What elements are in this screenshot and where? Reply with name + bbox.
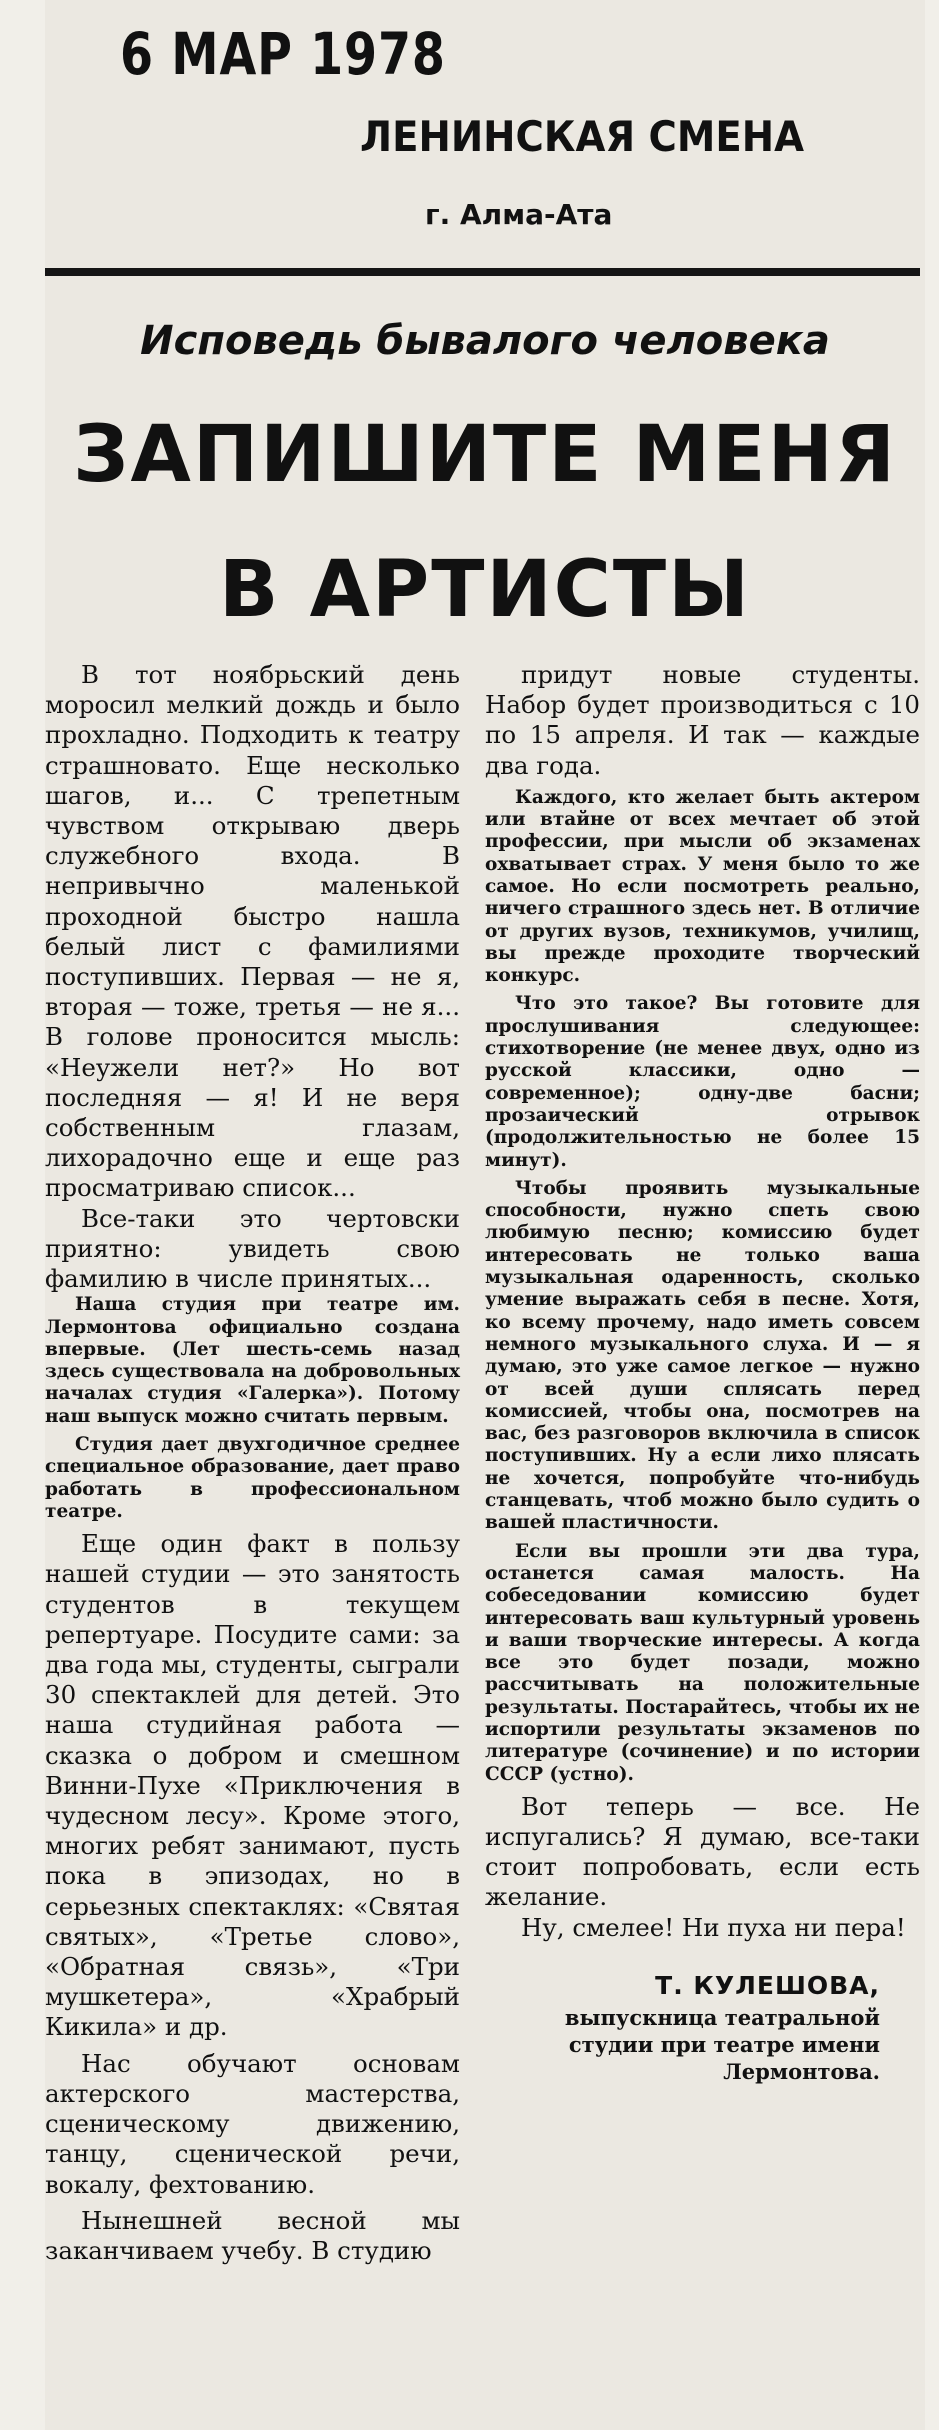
small-paragraph: Каждого, кто желает быть актером или втайне от всех мечтает об этой профессии, при мысли об экзаменах охватывает страх. У меня было то же самое. Но если посмотреть реально, ничего страшного здесь нет. В отличие от других вузов, техникумов, училищ, вы прежде проходите творческий конкурс. (485, 786, 920, 987)
paragraph: Вот теперь — все. Не испугались? Я думаю, все-таки стоит попробовать, если есть желание. (485, 1791, 920, 1912)
headline-line-1: ЗАПИШИТЕ МЕНЯ (73, 410, 897, 500)
small-paragraph: Наша студия при театре им. Лермонтова официально создана впервые. (Лет шесть-семь назад здесь существовала на добровольных началах студия «Галерка»). Потому наш выпуск можно считать первым. (45, 1294, 460, 1427)
right-column (485, 660, 920, 2085)
paragraph: Нас обучают основам актерского мастерства, сценическому движению, танцу, сценической речи, вокалу, фехтованию. (45, 2048, 460, 2199)
paragraph: Еще один факт в пользу нашей студии — это занятость студентов в текущем репертуаре. Посудите сами: за два года мы, студенты, сыграли 30 спектаклей для детей. Это наша студийная работа — сказка о добром и смешном Винни-Пухе «Приключения в чудесном лесу». Кроме этого, многих ребят занимают, пусть пока в эпизодах, но в серьезных спектаклях: «Святая святых», «Третье слово», «Обратная связь», «Три мушкетера», «Храбрый Кикила» и др. (45, 1529, 460, 2042)
header-rule (45, 268, 920, 276)
small-paragraph: Что это такое? Вы готовите для прослушивания следующее: стихотворение (не менее двух, одно из русской классики, одно — современное); одну-две басни; прозаический отрывок (продолжительностью не более 15 минут). (485, 993, 920, 1171)
left-column (45, 660, 460, 2266)
paragraph: Ну, смелее! Ни пуха ни пера! (521, 1912, 906, 1942)
author-credit-line: Лермонтова. (723, 2058, 880, 2084)
author-credit-line: выпускница театральной (564, 2004, 880, 2030)
small-paragraph: Чтобы проявить музыкальные способности, нужно спеть свою любимую песню; комиссию будет интересовать не только ваша музыкальная одаренность, сколько умение выражать себя в песне. Хотя, ко всему прочему, надо иметь совсем немного музыкального слуха. И — я думаю, это уже самое легкое — нужно от всей души сплясать перед комиссией, чтобы она, посмотрев на вас, без разговоров включила в список поступивших. Ну а если лихо плясать не хочется, попробуйте что-нибудь станцевать, чтоб можно было судить о вашей пластичности. (485, 1177, 920, 1534)
headline-line-2: В АРТИСТЫ (219, 545, 751, 635)
author-name: Т. КУЛЕШОВА, (655, 1970, 880, 2000)
small-paragraph: Студия дает двухгодичное среднее специальное образование, дает право работать в профессиональном театре. (45, 1434, 460, 1522)
paragraph: В тот ноябрьский день моросил мелкий дождь и было прохладно. Подходить к театру страшновато. Еще несколько шагов, и... С трепетным чувством открываю дверь служебного входа. В непривычно маленькой проходной быстро нашла белый лист с фамилиями поступивших. Первая — не я, вторая — тоже, третья — не я... В голове проносится мысль: «Неужели нет?» Но вот последняя — я! И не веря собственным глазам, лихорадочно еще и еще раз просматриваю список... (45, 660, 460, 1203)
small-paragraph: Если вы прошли эти два тура, останется самая малость. На собеседовании комиссию будет интересовать ваш культурный уровень и ваши творческие интересы. А когда все это будет позади, можно рассчитывать на положительные результаты. Постарайтесь, чтобы их не испортили результаты экзаменов по литературе (сочинение) и по истории СССР (устно). (485, 1540, 920, 1785)
author-credit-line: студии при театре имени (568, 2031, 880, 2057)
newspaper-clipping (45, 0, 925, 2430)
stamp-city: г. Алма-Ата (425, 198, 613, 231)
archive-stamp (45, 0, 925, 262)
article-kicker: Исповедь бывалого человека (140, 318, 830, 364)
stamp-date: 6 МАР 1978 (120, 20, 446, 88)
stamp-newspaper-name: ЛЕНИНСКАЯ СМЕНА (360, 112, 805, 161)
paragraph: придут новые студенты. Набор будет производиться с 10 по 15 апреля. И так — каждые два года. (485, 660, 920, 780)
paragraph: Все-таки это чертовски приятно: увидеть свою фамилию в числе принятых... (45, 1203, 460, 1294)
paragraph: Нынешней весной мы заканчиваем учебу. В студию (45, 2205, 460, 2265)
